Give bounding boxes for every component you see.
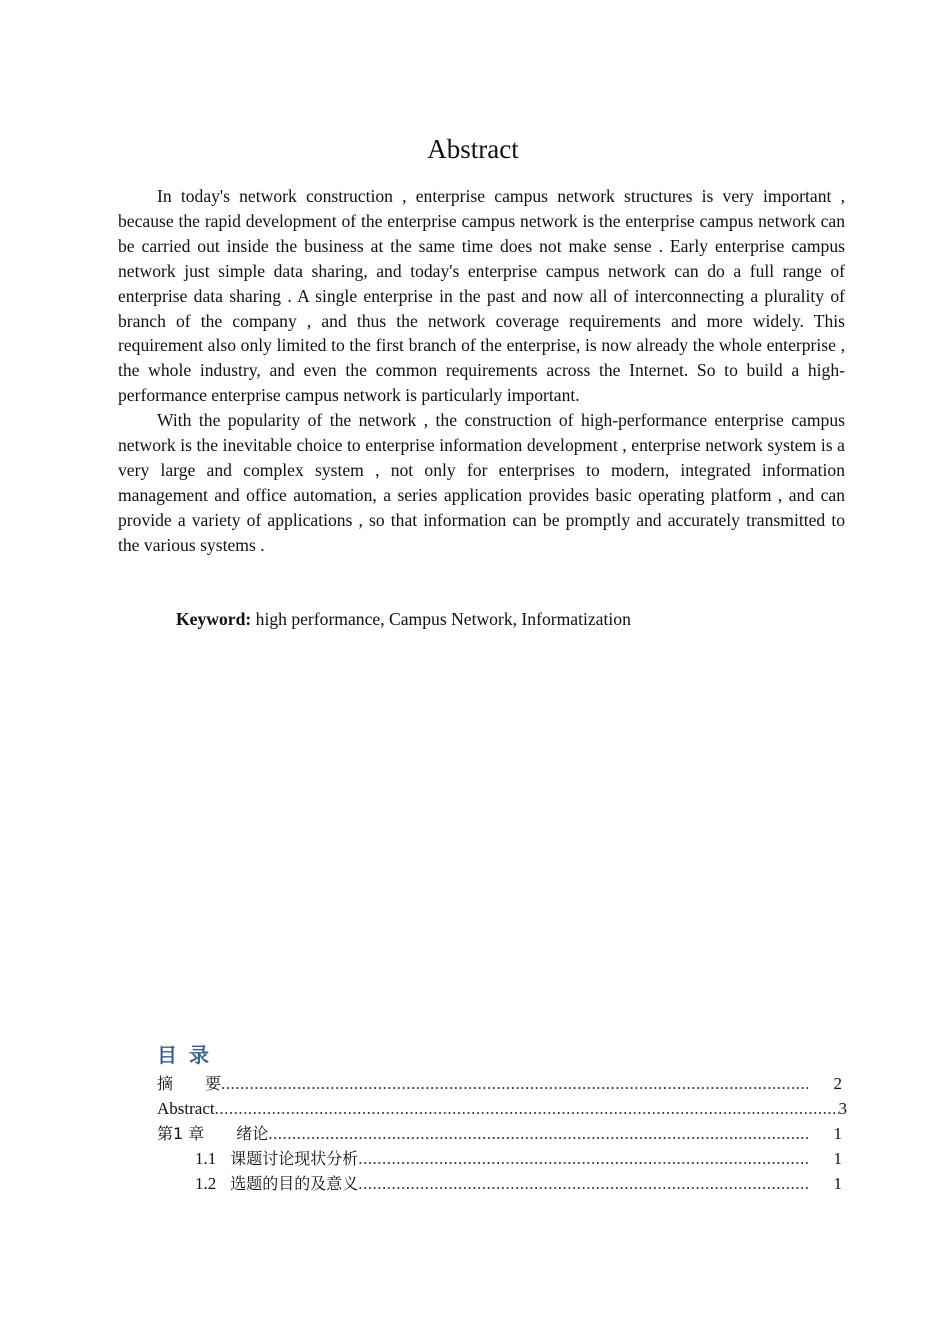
toc-entry-number: 1.2 bbox=[195, 1174, 217, 1193]
toc-leader-dots bbox=[358, 1171, 808, 1196]
toc-page-number: 3 bbox=[838, 1099, 847, 1118]
toc-entry-label: 课题讨论现状分析 bbox=[230, 1149, 359, 1168]
toc-page-number: 1 bbox=[833, 1174, 842, 1193]
toc-entry-abstract[interactable] bbox=[157, 1096, 847, 1121]
toc-entry-number: 1.1 bbox=[195, 1149, 217, 1168]
toc-entry-summary[interactable] bbox=[157, 1071, 847, 1096]
toc-entry-label: 选题的目的及意义 bbox=[230, 1174, 359, 1193]
toc-entry-1-2[interactable] bbox=[157, 1171, 847, 1196]
toc-entry-label: 摘 要 bbox=[157, 1074, 222, 1093]
keyword-list: high performance, Campus Network, Informatization bbox=[251, 609, 631, 629]
toc-page-number: 2 bbox=[833, 1074, 842, 1093]
table-of-contents bbox=[157, 1071, 847, 1196]
abstract-paragraph: With the popularity of the network , the construction of high-performance enterprise campus network is the inevitable choice to enterprise information development , enterprise network system is a very large and complex system , not only for enterprises to modern, integrated information management and office automation, a series application provides basic operating platform , and can provide a variety of applications , so that information can be promptly and accurately transmitted to the various systems . bbox=[118, 410, 845, 555]
toc-entry-1-1[interactable] bbox=[157, 1146, 847, 1171]
toc-entry-label: 第1 章 绪论 bbox=[157, 1124, 269, 1143]
keyword-label: Keyword: bbox=[176, 609, 252, 629]
abstract-title: Abstract bbox=[427, 134, 519, 164]
toc-page-number: 1 bbox=[833, 1124, 842, 1143]
keywords-line bbox=[176, 607, 631, 632]
toc-leader-dots bbox=[268, 1121, 808, 1146]
toc-leader-dots bbox=[215, 1096, 839, 1121]
toc-leader-dots bbox=[221, 1071, 808, 1096]
abstract-body bbox=[118, 184, 845, 558]
toc-page-number: 1 bbox=[833, 1149, 842, 1168]
toc-entry-chapter-1[interactable] bbox=[157, 1121, 847, 1146]
toc-heading: 目录 bbox=[157, 1043, 221, 1067]
toc-entry-label: Abstract bbox=[157, 1099, 215, 1118]
abstract-paragraph: In today's network construction , enterprise campus network structures is very important , because the rapid development of the enterprise campus network is the enterprise campus network can be carried out inside the business at the same time does not make sense . Early enterprise campus network just simple data sharing, and today's enterprise campus network can do a full range of enterprise data sharing . A single enterprise in the past and now all of interconnecting a plurality of branch of the company , and thus the network coverage requirements and more widely. This requirement also only limited to the first branch of the enterprise, is now already the whole enterprise , the whole industry, and even the common requirements across the Internet. So to build a high-performance enterprise campus network is particularly important. bbox=[118, 186, 845, 406]
toc-leader-dots bbox=[358, 1146, 808, 1171]
